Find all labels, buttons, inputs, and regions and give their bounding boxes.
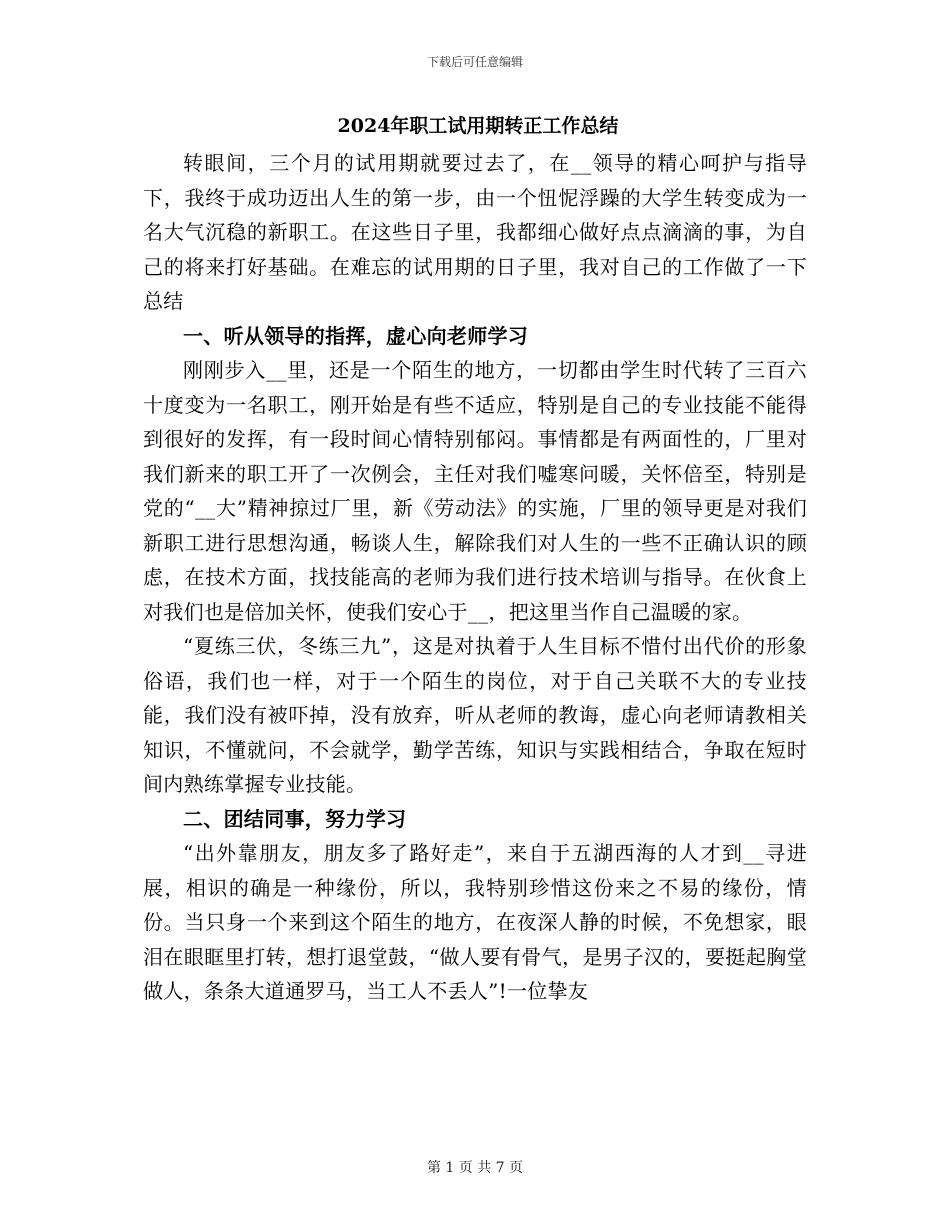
paragraph-section-1-b: “夏练三伏，冬练三九”，这是对执着于人生目标不惜付出代价的形象俗语，我们也一样，对于一个陌生的岗位，对于自己关联不大的专业技能，我们没有被吓掉，没有放弃，听从老师的教诲，虚心向老师请教相关知识，不懂就问，不会就学，勤学苦练，知识与实践相结合，争取在短时间内熟练掌握专业技能。 <box>143 634 807 796</box>
section-heading-2: 二、团结同事，努力学习 <box>183 806 407 831</box>
page-footer: 第 1 页 共 7 页 <box>426 1160 524 1176</box>
paragraph-section-1-a: 刚刚步入__里，还是一个陌生的地方，一切都由学生时代转了三百六十度变为一名职工，刚开始是有些不适应，特别是自己的专业技能不能得到很好的发挥，有一段时间心情特别郁闷。事情都是有两面性的，厂里对我们新来的职工开了一次例会，主任对我们嘘寒问暖，关怀倍至，特别是党的“__大”精神掠过厂里，新《劳动法》的实施，厂里的领导更是对我们新职工进行思想沟通，畅谈人生，解除我们对人生的一些不正确认识的顾虑，在技术方面，找技能高的老师为我们进行技术培训与指导。在伙食上对我们也是倍加关怀，使我们安心于__，把这里当作自己温暖的家。 <box>143 358 807 624</box>
document-body <box>143 106 807 1009</box>
paragraph-intro: 转眼间，三个月的试用期就要过去了，在__领导的精心呵护与指导下，我终于成功迈出人生的第一步，由一个忸怩浮躁的大学生转变成为一名大气沉稳的新职工。在这些日子里，我都细心做好点点滴滴的事，为自己的将来打好基础。在难忘的试用期的日子里，我对自己的工作做了一下总结 <box>143 151 807 313</box>
page-header: 下载后可任意编辑 <box>426 55 523 69</box>
section-heading-1: 一、听从领导的指挥，虚心向老师学习 <box>183 323 529 348</box>
document-title: 2024年职工试用期转正工作总结 <box>337 115 619 137</box>
paragraph-section-2-a: “出外靠朋友，朋友多了路好走”，来自于五湖西海的人才到__寻进展，相识的确是一种缘份，所以，我特别珍惜这份来之不易的缘份，情份。当只身一个来到这个陌生的地方，在夜深人静的时候，不免想家，眼泪在眼眶里打转，想打退堂鼓，“做人要有骨气，是男子汉的，要挺起胸堂做人，条条大道通罗马，当工人不丢人”!一位挚友 <box>143 841 807 1003</box>
